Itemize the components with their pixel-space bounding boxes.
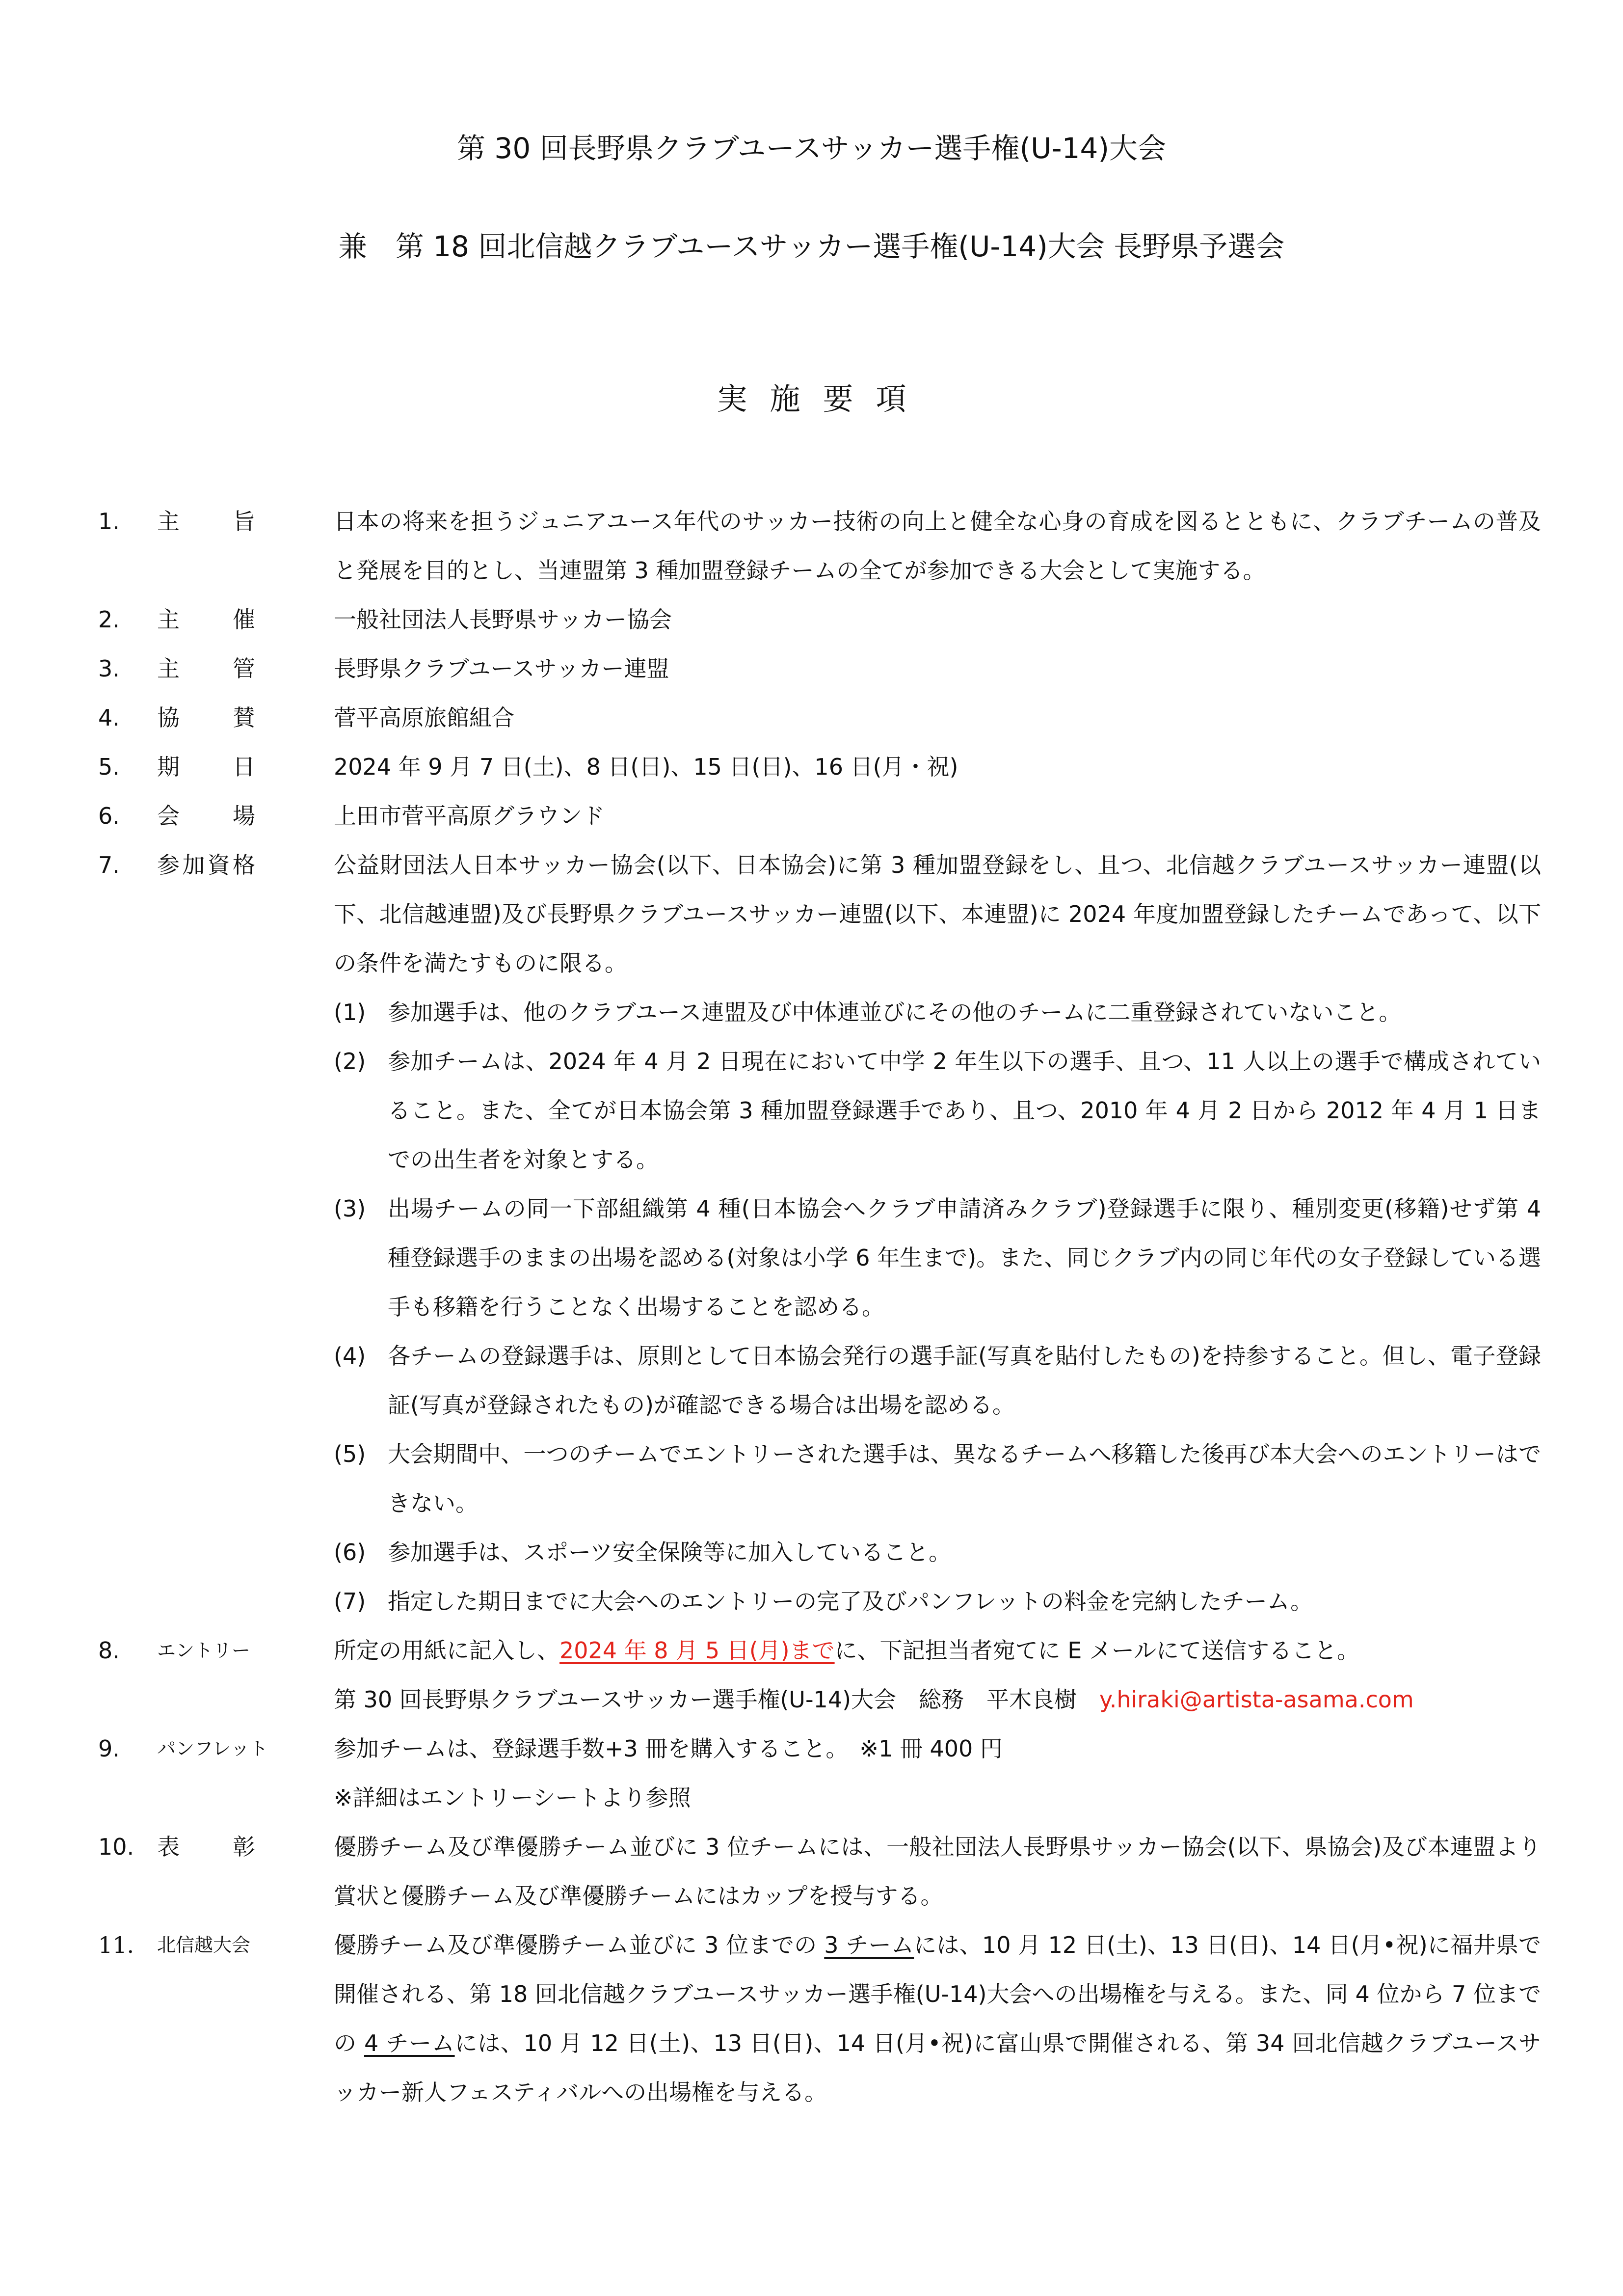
entry-text-post: に、下記担当者宛てに E メールにて送信すること。 <box>834 1637 1359 1664</box>
list-item <box>334 1430 1541 1528</box>
section-body <box>334 1920 1541 2117</box>
text-part: 優勝チーム及び準優勝チーム並びに 3 位までの <box>334 1932 825 1958</box>
section-text: 日本の将来を担うジュニアユース年代のサッカー技術の向上と健全な心身の育成を図るとともに、クラブチームの普及と発展を目的とし、当連盟第 3 種加盟登録チームの全てが参加できる大会として実施する。 <box>334 508 1541 584</box>
section-number: 6. <box>98 803 120 829</box>
contact-email-link[interactable]: y.hiraki@artista-asama.com <box>1099 1686 1414 1713</box>
section-number: 3. <box>98 655 120 682</box>
section-body <box>334 840 1541 1626</box>
section-text: 一般社団法人長野県サッカー協会 <box>334 606 672 633</box>
section-label: 北信越大会 <box>157 1934 251 1956</box>
item-text: 各チームの登録選手は、原則として日本協会発行の選手証(写真を貼付したもの)を持参すること。但し、電子登録証(写真が登録されたもの)が確認できる場合は出場を認める。 <box>388 1343 1541 1418</box>
contact-person: 第 30 回長野県クラブユースサッカー選手権(U-14)大会 総務 平木良樹 <box>334 1686 1100 1713</box>
section-label: 主管 <box>157 655 255 682</box>
item-text: 大会期間中、一つのチームでエントリーされた選手は、異なるチームへ移籍した後再び本大会へのエントリーはできない。 <box>388 1441 1541 1516</box>
item-text: 参加選手は、スポーツ安全保険等に加入していること。 <box>388 1539 952 1566</box>
section-text: 公益財団法人日本サッカー協会(以下、日本協会)に第 3 種加盟登録をし、且つ、北信越クラブユースサッカー連盟(以下、北信越連盟)及び長野県クラブユースサッカー連盟(以下、本連盟)に 2024 年度加盟登録したチームであって、以下の条件を満たすものに限る。 <box>334 852 1541 976</box>
pamphlet-purchase: 参加チームは、登録選手数+3 冊を購入すること。 ※1 冊 400 円 <box>334 1735 1003 1762</box>
item-number: (4) <box>334 1343 366 1369</box>
section-label: 協賛 <box>157 704 255 731</box>
qualifying-teams-4to7: 4 チーム <box>364 2030 455 2056</box>
section-label: 主催 <box>157 606 255 633</box>
section-text: 長野県クラブユースサッカー連盟 <box>334 655 669 682</box>
section-label: 表彰 <box>157 1834 255 1860</box>
qualifying-teams-top3: 3 チーム <box>824 1932 914 1958</box>
section-number: 11. <box>98 1932 134 1958</box>
section-label: エントリー <box>157 1640 251 1661</box>
section-number: 8. <box>98 1637 120 1664</box>
item-number: (2) <box>334 1048 366 1075</box>
list-item <box>334 1577 1541 1626</box>
item-number: (6) <box>334 1539 366 1566</box>
section-text: 2024 年 9 月 7 日(土)、8 日(日)、15 日(日)、16 日(月・祝) <box>334 754 958 780</box>
section-number: 9. <box>98 1735 120 1762</box>
entry-text-pre: 所定の用紙に記入し、 <box>334 1637 559 1664</box>
entry-instructions <box>334 1626 1541 1675</box>
document-title-line2: 兼 第 18 回北信越クラブユースサッカー選手権(U-14)大会 長野県予選会 <box>338 230 1285 263</box>
list-item <box>334 1331 1541 1430</box>
section-text: 優勝チーム及び準優勝チーム並びに 3 位チームには、一般社団法人長野県サッカー協会(以下、県協会)及び本連盟より賞状と優勝チーム及び準優勝チームにはカップを授与する。 <box>334 1834 1541 1909</box>
document-title-line1: 第 30 回長野県クラブユースサッカー選手権(U-14)大会 <box>457 132 1166 165</box>
section-text <box>334 1920 1541 2117</box>
entry-deadline: 2024 年 8 月 5 日(月)まで <box>559 1637 835 1664</box>
section-text: 上田市菅平高原グラウンド <box>334 803 605 829</box>
condition-list <box>334 988 1541 1626</box>
list-item <box>334 1528 1541 1577</box>
section-number: 7. <box>98 852 120 878</box>
section-number: 1. <box>98 508 120 535</box>
section-body <box>334 1724 1541 1822</box>
item-number: (5) <box>334 1441 366 1467</box>
section-label: 主旨 <box>157 508 255 535</box>
section-number: 2. <box>98 606 120 633</box>
item-text: 指定した期日までに大会へのエントリーの完了及びパンフレットの料金を完納したチーム。 <box>388 1588 1313 1615</box>
item-number: (1) <box>334 999 366 1026</box>
item-text: 出場チームの同一下部組織第 4 種(日本協会へクラブ申請済みクラブ)登録選手に限り、種別変更(移籍)せず第 4 種登録選手のままの出場を認める(対象は小学 6 年生まで)。また、同じクラブ内の同じ年代の女子登録している選手も移籍を行うことなく出場することを認める。 <box>388 1195 1541 1320</box>
entry-contact <box>334 1675 1541 1724</box>
item-text: 参加チームは、2024 年 4 月 2 日現在において中学 2 年生以下の選手、且つ、11 人以上の選手で構成されていること。また、全てが日本協会第 3 種加盟登録選手であり、且つ、2010 年 4 月 2 日から 2012 年 4 月 1 日までの出生者を対象とする。 <box>388 1048 1541 1173</box>
section-number: 5. <box>98 754 120 780</box>
list-item <box>334 1037 1541 1184</box>
item-text: 参加選手は、他のクラブユース連盟及び中体連並びにその他のチームに二重登録されていないこと。 <box>388 999 1402 1026</box>
item-number: (3) <box>334 1195 366 1222</box>
pamphlet-note: ※詳細はエントリーシートより参照 <box>334 1784 691 1811</box>
list-item <box>334 988 1541 1037</box>
section-number: 4. <box>98 704 120 731</box>
document-subtitle: 実施要項 <box>717 381 929 417</box>
list-item <box>334 1184 1541 1331</box>
section-label: 期日 <box>157 754 255 780</box>
text-part: には、10 月 12 日(土)、13 日(日)、14 日(月•祝)に富山県で開催される、第 34 回北信越クラブユースサッカー新人フェスティバルへの出場権を与える。 <box>334 2030 1542 2106</box>
section-label: 会場 <box>157 803 255 829</box>
section-text: 菅平高原旅館組合 <box>334 704 514 731</box>
item-number: (7) <box>334 1588 366 1615</box>
section-body <box>334 1626 1541 1724</box>
section-label: 参加資格 <box>157 852 255 878</box>
section-number: 10. <box>98 1834 134 1860</box>
text-part: には、10 月 12 日(土)、13 日(日)、14 日(月•祝)に福井県で開催される、第 18 回北信越クラブユースサッカー選手権(U-14)大会への出場権を与える。また、同 4 位から 7 位までの <box>334 1932 1542 2056</box>
section-label: パンフレット <box>157 1738 268 1759</box>
